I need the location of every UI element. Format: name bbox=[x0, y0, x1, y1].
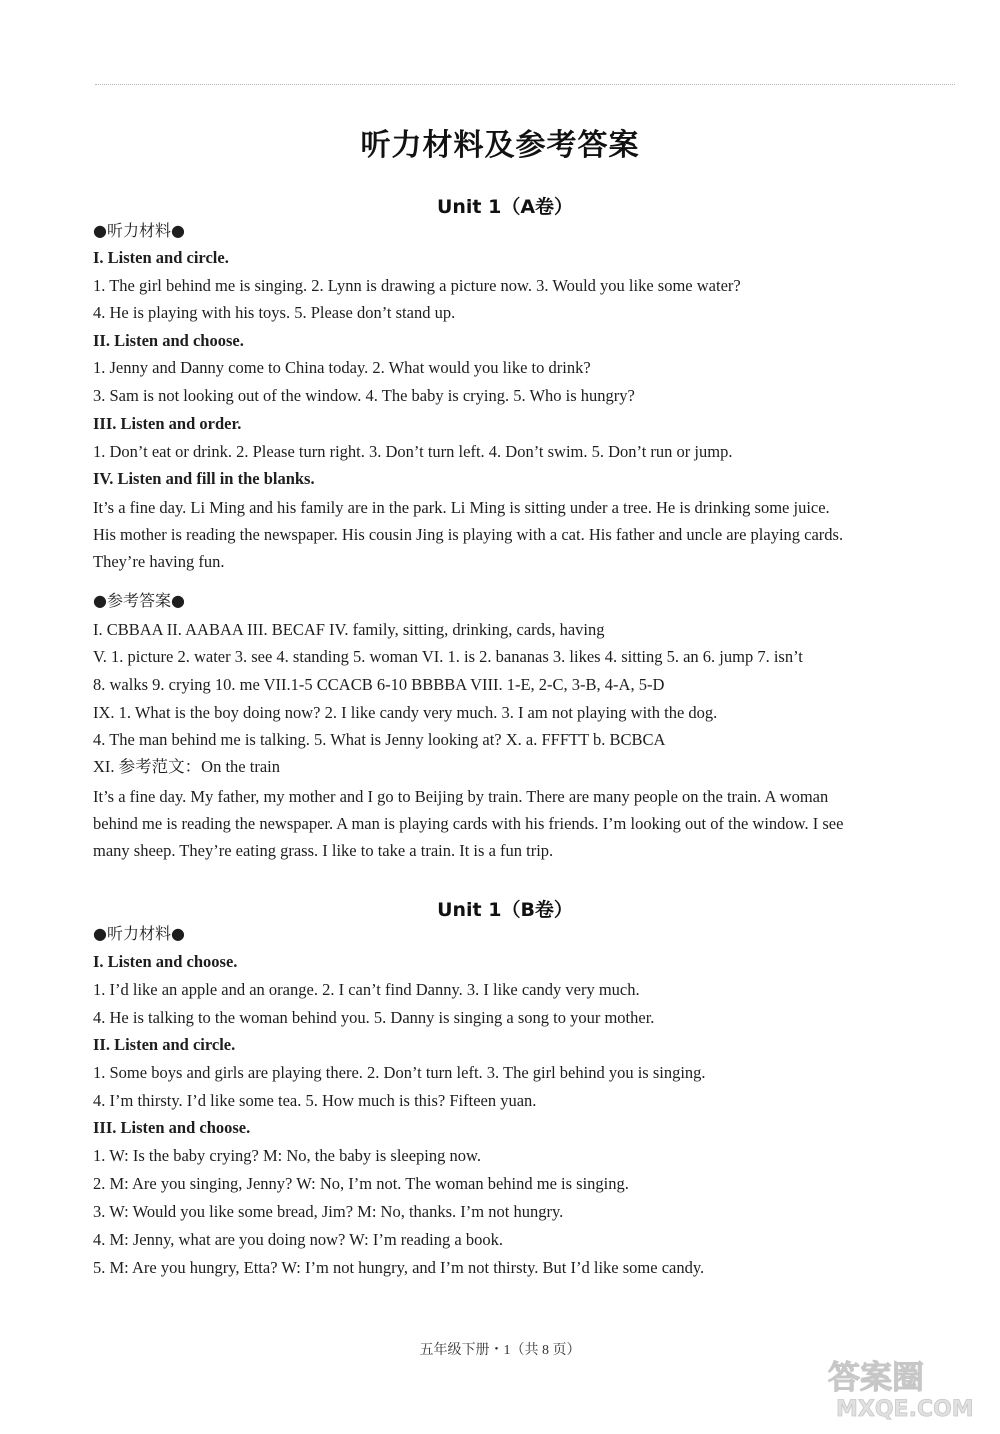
unit-a-answer-line6: XI. 参考范文：On the train bbox=[93, 757, 280, 776]
unit-a-essay-line2: behind me is reading the newspaper. A man is playing cards with his friends. I’m looking out of the window. I see bbox=[93, 814, 844, 833]
unit-a-answers-label: ●参考答案● bbox=[93, 591, 185, 610]
unit-b-section3-line4: 4. M: Jenny, what are you doing now? W: I’m reading a book. bbox=[93, 1230, 503, 1249]
unit-b-listening-label: ●听力材料● bbox=[93, 924, 185, 943]
unit-a-section4-line3: They’re having fun. bbox=[93, 552, 225, 571]
unit-a-section1-title: I. Listen and circle. bbox=[93, 248, 229, 267]
svg-text:答案圈: 答案圈 bbox=[828, 1358, 925, 1396]
unit-a-section4-title: IV. Listen and fill in the blanks. bbox=[93, 469, 315, 488]
unit-a-section2-line2: 3. Sam is not looking out of the window. 4. The baby is crying. 5. Who is hungry? bbox=[93, 386, 635, 405]
unit-b-section1-line1: 1. I’d like an apple and an orange. 2. I can’t find Danny. 3. I like candy very much. bbox=[93, 980, 640, 999]
unit-a-section2-line1: 1. Jenny and Danny come to China today. 2. What would you like to drink? bbox=[93, 358, 591, 377]
unit-a-answer-line3: 8. walks 9. crying 10. me VII.1-5 CCACB 6-10 BBBBA VIII. 1-E, 2-C, 3-B, 4-A, 5-D bbox=[93, 675, 665, 694]
unit-a-listening-label: ●听力材料● bbox=[93, 221, 185, 240]
page-title: 听力材料及参考答案 bbox=[360, 128, 640, 163]
unit-b-section3-line2: 2. M: Are you singing, Jenny? W: No, I’m not. The woman behind me is singing. bbox=[93, 1174, 629, 1193]
unit-a-essay-line1: It’s a fine day. My father, my mother and I go to Beijing by train. There are many people on the train. A woman bbox=[93, 787, 829, 806]
unit-b-section2-line1: 1. Some boys and girls are playing there. 2. Don’t turn left. 3. The girl behind you is singing. bbox=[93, 1063, 706, 1082]
top-divider bbox=[95, 84, 955, 85]
page-footer: 五年级下册・1（共 8 页） bbox=[419, 1343, 581, 1358]
unit-b-section3-line5: 5. M: Are you hungry, Etta? W: I’m not hungry, and I’m not thirsty. But I’d like some candy. bbox=[93, 1258, 705, 1277]
unit-a-section4-line1: It’s a fine day. Li Ming and his family are in the park. Li Ming is sitting under a tree. He is drinking some juice. bbox=[93, 498, 830, 517]
unit-a-section1-line2: 4. He is playing with his toys. 5. Please don’t stand up. bbox=[93, 303, 456, 322]
unit-a-essay-line3: many sheep. They’re eating grass. I like to take a train. It is a fun trip. bbox=[93, 841, 554, 860]
unit-b-section3-line3: 3. W: Would you like some bread, Jim? M: No, thanks. I’m not hungry. bbox=[93, 1202, 564, 1221]
unit-a-section3-title: III. Listen and order. bbox=[93, 414, 242, 433]
unit-a-answer-line5: 4. The man behind me is talking. 5. What is Jenny looking at? X. a. FFFTT b. BCBCA bbox=[93, 730, 666, 749]
unit-a-section2-title: II. Listen and choose. bbox=[93, 331, 244, 350]
unit-a-answer-line1: I. CBBAA II. AABAA III. BECAF IV. family, sitting, drinking, cards, having bbox=[93, 620, 605, 639]
svg-text:MXQE.COM: MXQE.COM bbox=[836, 1397, 974, 1422]
watermark-logo bbox=[822, 1350, 992, 1422]
unit-b-heading: Unit 1（B卷） bbox=[437, 899, 573, 921]
unit-a-answer-line2: V. 1. picture 2. water 3. see 4. standing 5. woman VI. 1. is 2. bananas 3. likes 4. sitting 5. an 6. jump 7. isn’t bbox=[93, 647, 803, 666]
unit-b-section3-title: III. Listen and choose. bbox=[93, 1118, 251, 1137]
unit-b-section3-line1: 1. W: Is the baby crying? M: No, the baby is sleeping now. bbox=[93, 1146, 481, 1165]
unit-b-section1-title: I. Listen and choose. bbox=[93, 952, 238, 971]
unit-a-answer-line4: IX. 1. What is the boy doing now? 2. I like candy very much. 3. I am not playing with the dog. bbox=[93, 703, 718, 722]
unit-a-section1-line1: 1. The girl behind me is singing. 2. Lynn is drawing a picture now. 3. Would you like some water? bbox=[93, 276, 741, 295]
unit-a-section4-line2: His mother is reading the newspaper. His cousin Jing is playing with a cat. His father and uncle are playing cards. bbox=[93, 525, 844, 544]
unit-a-section3-line1: 1. Don’t eat or drink. 2. Please turn right. 3. Don’t turn left. 4. Don’t swim. 5. Don’t run or jump. bbox=[93, 442, 733, 461]
unit-b-section2-title: II. Listen and circle. bbox=[93, 1035, 236, 1054]
unit-b-section2-line2: 4. I’m thirsty. I’d like some tea. 5. How much is this? Fifteen yuan. bbox=[93, 1091, 537, 1110]
unit-a-heading: Unit 1（A卷） bbox=[436, 196, 574, 218]
unit-b-section1-line2: 4. He is talking to the woman behind you. 5. Danny is singing a song to your mother. bbox=[93, 1008, 655, 1027]
